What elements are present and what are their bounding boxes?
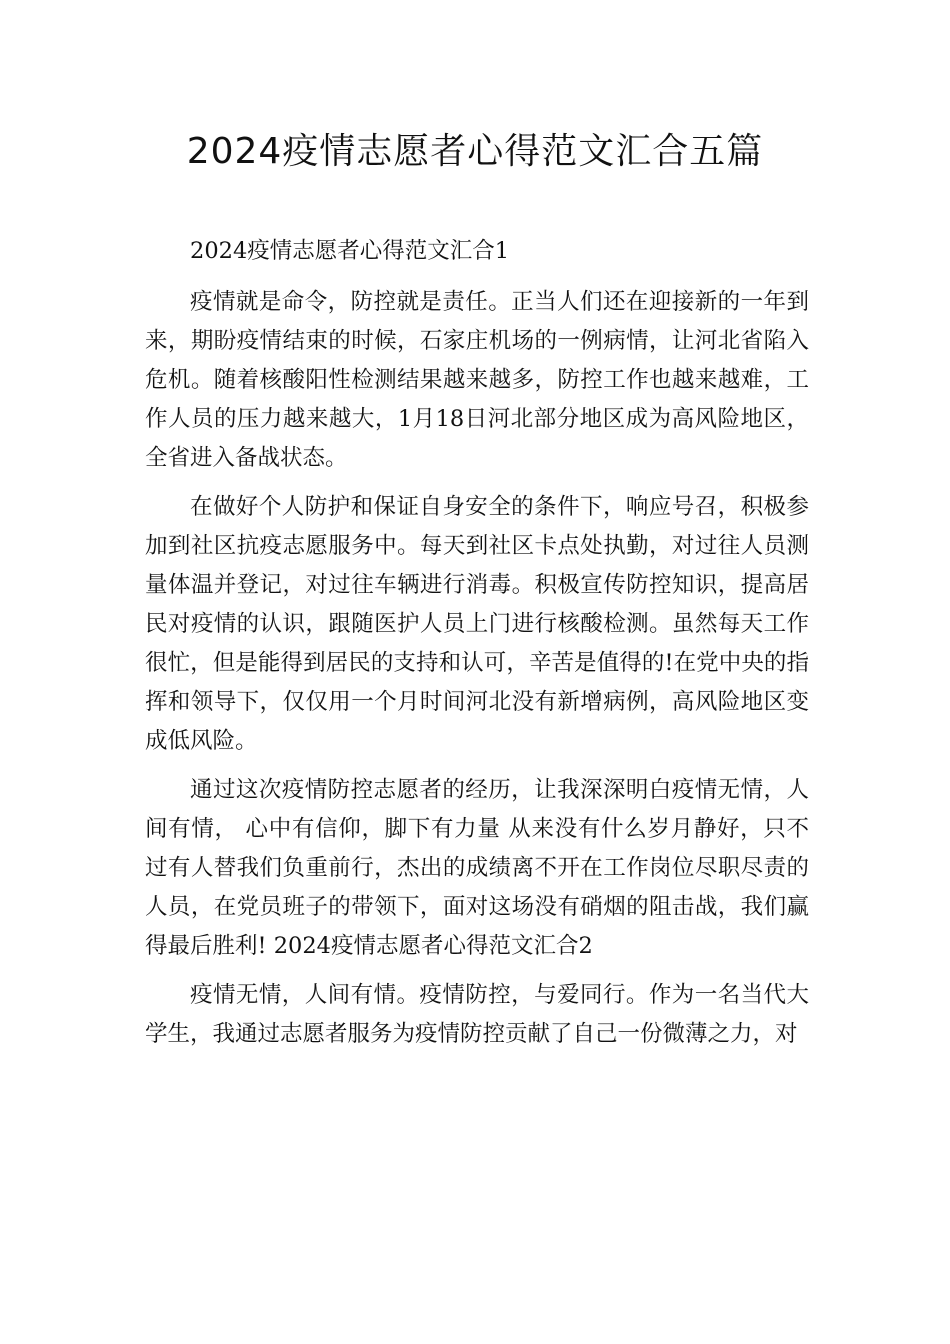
section-heading-1: 2024疫情志愿者心得范文汇合1 <box>190 238 510 264</box>
paragraph-3: 通过这次疫情防控志愿者的经历，让我深深明白疫情无情，人间有情， 心中有信仰，脚下有力量 从来没有什么岁月静好，只不过有人替我们负重前行，杰出的成绩离不开在工作岗位尽职尽责的人员，在党员班子的带领下，面对这场没有硝烟的阻击战，我们赢得最后胜利! 2024疫情志愿者心得范文汇合2 <box>145 777 809 959</box>
paragraph-4: 疫情无情，人间有情。疫情防控，与爱同行。作为一名当代大学生，我通过志愿者服务为疫情防控贡献了自己一份微薄之力，对 <box>145 982 809 1047</box>
document-title: 2024疫情志愿者心得范文汇合五篇 <box>186 131 764 172</box>
document-body <box>145 232 809 1064</box>
paragraph-1: 疫情就是命令，防控就是责任。正当人们还在迎接新的一年到来，期盼疫情结束的时候，石家庄机场的一例病情，让河北省陷入危机。随着核酸阳性检测结果越来越多，防控工作也越来越难，工作人员的压力越来越大，1月18日河北部分地区成为高风险地区，全省进入备战状态。 <box>145 289 809 471</box>
paragraph-2: 在做好个人防护和保证自身安全的条件下，响应号召，积极参加到社区抗疫志愿服务中。每天到社区卡点处执勤，对过往人员测量体温并登记，对过往车辆进行消毒。积极宣传防控知识，提高居民对疫情的认识，跟随医护人员上门进行核酸检测。虽然每天工作很忙，但是能得到居民的支持和认可，辛苦是值得的!在党中央的指挥和领导下，仅仅用一个月时间河北没有新增病例，高风险地区变成低风险。 <box>145 494 809 754</box>
